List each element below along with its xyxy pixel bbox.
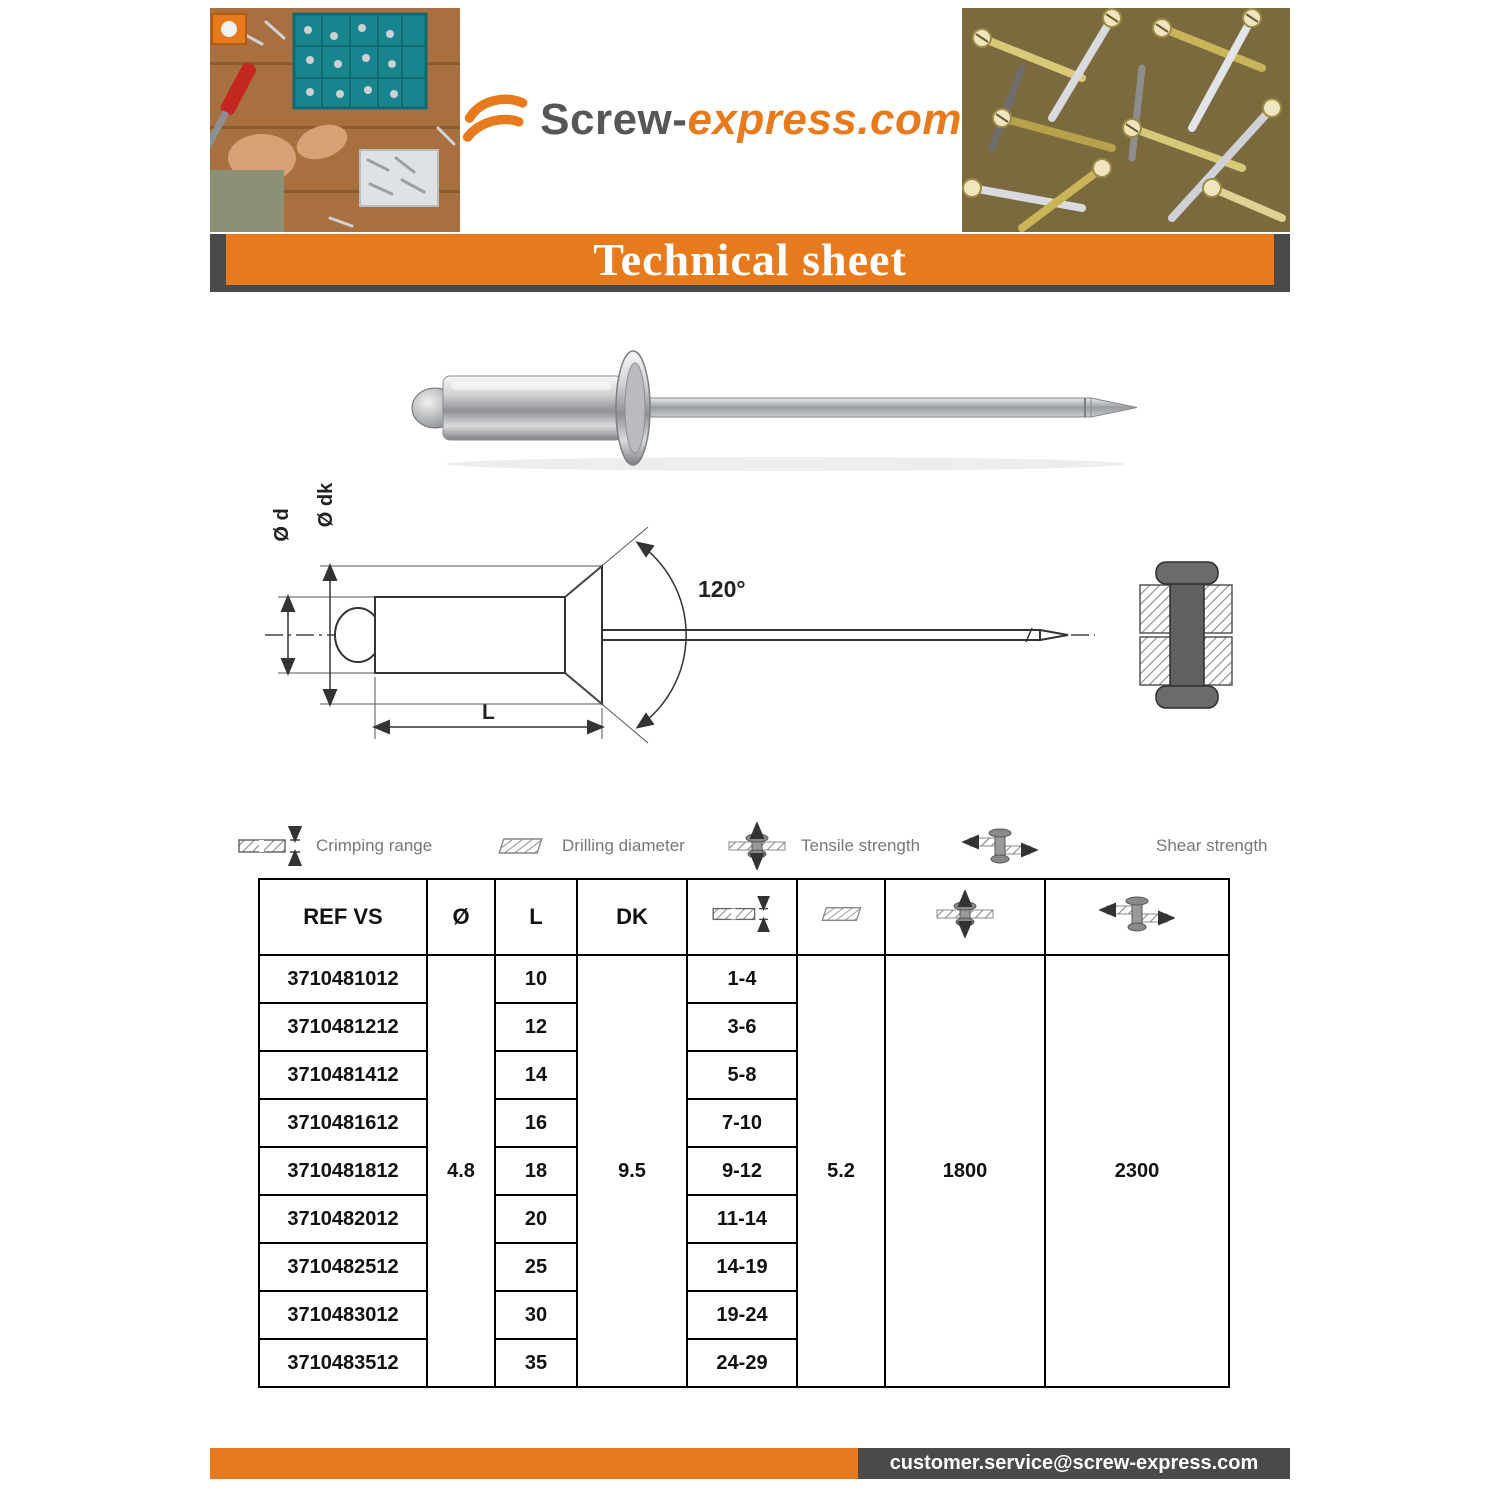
workbench-photo: [210, 8, 460, 232]
banner-inner: [226, 234, 1274, 285]
brand-name-prefix: Screw-: [540, 95, 688, 144]
cell-ref: 3710483512: [259, 1339, 427, 1387]
cell-length: 18: [495, 1147, 577, 1195]
technical-sheet-banner: [210, 234, 1290, 292]
cell-range: 7-10: [687, 1099, 797, 1147]
cell-ref: 3710482012: [259, 1195, 427, 1243]
shear-strength-icon: [1099, 893, 1175, 935]
shear-strength-icon: [962, 825, 1038, 867]
header-crimping: [687, 879, 797, 955]
spec-table-grid: [258, 878, 1230, 1388]
drilling-diameter-icon: [490, 826, 550, 866]
workbench-photo-art: [210, 8, 460, 232]
legend-item-drilling: [490, 820, 685, 872]
table-row: [259, 955, 1229, 1003]
header-shear: [1045, 879, 1229, 955]
table-header-row: [259, 879, 1229, 955]
cell-ref: 3710481412: [259, 1051, 427, 1099]
legend-item-tensile: [725, 820, 920, 872]
cell-dk: 9.5: [577, 955, 687, 1387]
dim-label-length: L: [482, 701, 495, 724]
cell-length: 16: [495, 1099, 577, 1147]
cell-ref: 3710483012: [259, 1291, 427, 1339]
cell-length: 12: [495, 1003, 577, 1051]
legend-item-shear: [962, 820, 1268, 872]
product-photo: [385, 338, 1165, 478]
cell-ref: 3710481612: [259, 1099, 427, 1147]
tensile-strength-icon: [725, 822, 789, 870]
header-ref: REF VS: [259, 879, 427, 955]
cell-length: 20: [495, 1195, 577, 1243]
footer-accent-bar: [210, 1448, 858, 1479]
crimping-range-icon: [238, 826, 304, 866]
cell-length: 35: [495, 1339, 577, 1387]
countersunk-head-outline: [565, 566, 602, 704]
cell-range: 3-6: [687, 1003, 797, 1051]
drilling-diameter-icon: [811, 896, 871, 932]
contact-email: customer.service@screw-express.com: [889, 1452, 1259, 1474]
brand-logo: [460, 8, 962, 232]
cell-length: 10: [495, 955, 577, 1003]
cell-shear: 2300: [1045, 955, 1229, 1387]
cell-ref: 3710481812: [259, 1147, 427, 1195]
page-title: Technical sheet: [593, 234, 907, 285]
crimping-range-icon: [709, 896, 775, 932]
cell-diameter: 4.8: [427, 955, 495, 1387]
mandrel-tip-outline: [1040, 630, 1068, 640]
dim-label-d: Ø d: [271, 508, 293, 542]
legend-label: Drilling diameter: [562, 836, 685, 855]
cell-ref: 3710482512: [259, 1243, 427, 1291]
mandrel-stem-outline: [602, 630, 1040, 640]
screws-photo-art: [962, 8, 1290, 232]
cell-drill: 5.2: [797, 955, 885, 1387]
legend: [210, 820, 1290, 872]
logo-swoosh-icon: [460, 88, 530, 152]
technical-drawing: [210, 465, 1290, 805]
header-diameter: Ø: [427, 879, 495, 955]
cell-range: 19-24: [687, 1291, 797, 1339]
dim-label-angle: 120°: [698, 576, 746, 602]
legend-label: Shear strength: [1156, 836, 1268, 855]
cell-range: 9-12: [687, 1147, 797, 1195]
footer: [210, 1448, 1290, 1479]
cell-range: 1-4: [687, 955, 797, 1003]
cell-length: 25: [495, 1243, 577, 1291]
legend-label: Tensile strength: [801, 836, 921, 855]
screws-photo: [962, 8, 1290, 232]
cell-range: 5-8: [687, 1051, 797, 1099]
header-dk: DK: [577, 879, 687, 955]
cell-range: 11-14: [687, 1195, 797, 1243]
cell-length: 14: [495, 1051, 577, 1099]
spec-table: [258, 878, 1230, 1388]
cell-range: 14-19: [687, 1243, 797, 1291]
brand-name: [540, 95, 962, 145]
brand-name-suffix: express.com: [687, 95, 962, 144]
tensile-strength-icon: [933, 890, 997, 938]
legend-item-crimping: [238, 820, 432, 872]
legend-label: Crimping range: [316, 836, 433, 855]
footer-contact-bar: [858, 1448, 1290, 1479]
header-drilling: [797, 879, 885, 955]
header-tensile: [885, 879, 1045, 955]
cell-tensile: 1800: [885, 955, 1045, 1387]
cell-length: 30: [495, 1291, 577, 1339]
header-length: L: [495, 879, 577, 955]
technical-drawing-art: [210, 465, 1290, 805]
rivet-photo-art: [385, 338, 1165, 478]
cell-ref: 3710481012: [259, 955, 427, 1003]
set-rivet-illustration: [1140, 562, 1232, 708]
dim-label-dk: Ø dk: [315, 482, 337, 528]
rivet-body-outline: [375, 597, 565, 673]
cell-range: 24-29: [687, 1339, 797, 1387]
cell-ref: 3710481212: [259, 1003, 427, 1051]
